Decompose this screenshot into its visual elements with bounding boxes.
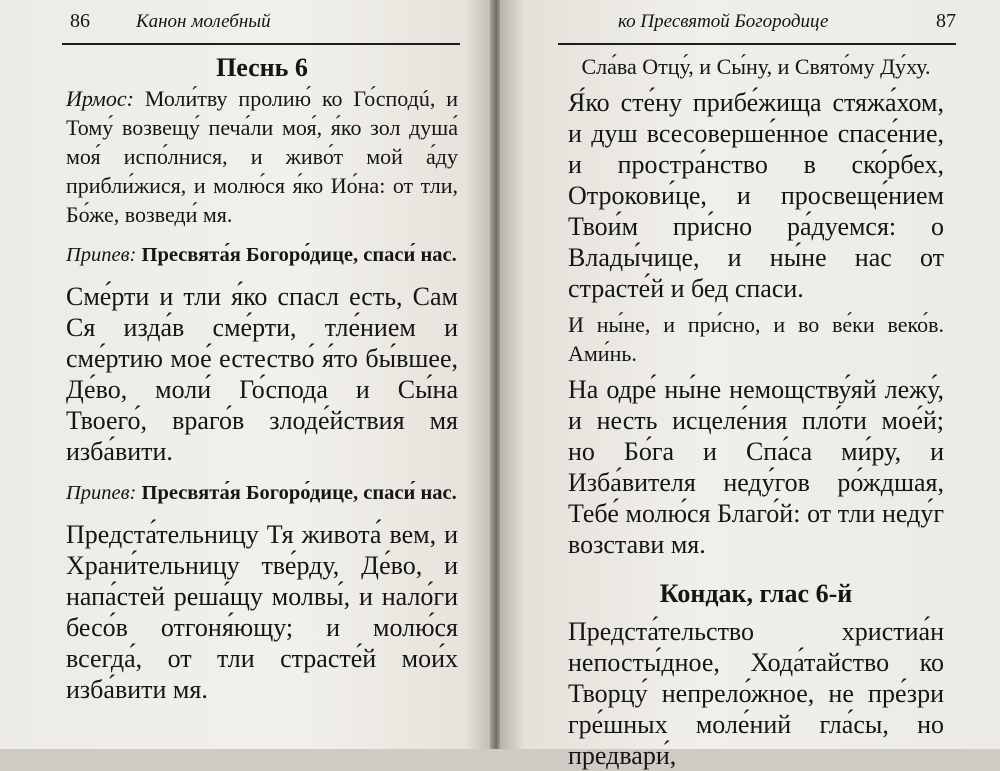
irmos-text: Моли́тву пролию́ ко Го́сподú, и Тому́ возвещу́ печа́ли моя́, я́ко зол душа́ моя́ испо́лнися, и живо́т мой а́ду прибли́жися, и молю́ся я́ко Ио́на: от тли, Бо́же, возведи́ мя. [66, 86, 459, 227]
right-header-rule [558, 43, 956, 45]
refrain-2 [66, 479, 458, 507]
troparion-1: Сме́рти и тли я́ко спасл есть, Сам Ся изда́в сме́рти, тле́нием и сме́ртию мое́ естество́ я́то бы́вшее, Де́во, моли́ Го́спода и Сы́на Твоего́, враго́в злоде́йствия мя изба́вити. [66, 282, 458, 466]
troparion-3: Я́ко сте́ну прибе́жища стяжа́хом, и душ всесоверше́нное спасе́ние, и простра́нство в ско́рбех, Отрокови́це, и просвеще́нием Твои́м при́сно ра́дуемся: о Влады́чице, и ны́не нас от страсте́й и бед спаси. [568, 88, 944, 303]
ode-heading: Песнь 6 [216, 53, 308, 82]
and-now-line: И ны́не, и при́сно, и во ве́ки веко́в. Ами́нь. [568, 312, 944, 366]
right-page [500, 0, 1000, 770]
troparion-2: Предста́тельницу Тя живота́ вем, и Храни́тельницу тве́рду, Де́во, и напа́стей реша́щу молвы́, и нало́ги бесо́в отгоня́ющу; и молю́ся всегда́, от тли страсте́й мои́х изба́вити мя. [66, 520, 458, 704]
refrain-text: Пресвята́я Богоро́дице, спаси́ нас. [141, 482, 457, 504]
left-page-content [66, 52, 458, 705]
right-page-number: 87 [936, 10, 956, 32]
refrain-label: Припев: [66, 244, 137, 266]
right-page-content [568, 52, 944, 771]
kontakion-heading: Кондак, глас 6-й [659, 579, 853, 608]
glory-line: Сла́ва Отцу́, и Сы́ну, и Свято́му Ду́ху. [581, 54, 931, 79]
right-running-header [558, 10, 956, 33]
right-header-title: ко Пресвятой Богородице [618, 11, 829, 32]
refrain-1 [66, 241, 458, 269]
troparion-4: На одре́ ны́не немощству́яй лежу́, и несть исцеле́ния пло́ти мое́й; но Бо́га и Спа́са ми́ру, и Изба́вителя неду́гов ро́ждшая, Тебе́ молю́ся Благо́й: от тли неду́г возстави мя. [568, 375, 944, 559]
irmos-label: Ирмос: [66, 86, 134, 111]
left-page [0, 0, 494, 749]
refrain-label: Припев: [66, 482, 137, 504]
refrain-text: Пресвята́я Богоро́дице, спаси́ нас. [141, 244, 457, 266]
left-page-number: 86 [70, 10, 90, 32]
kontakion-text: Предста́тельство христиа́н непосты́дное, Хода́тайство ко Творцу́ непрело́жное, не пре́зри гре́шных моле́ний гла́сы, но предвари́, [568, 617, 944, 770]
irmos-paragraph [66, 84, 458, 229]
left-header-title: Канон молебный [136, 11, 271, 32]
left-header-rule [62, 43, 460, 45]
left-running-header [70, 10, 462, 33]
